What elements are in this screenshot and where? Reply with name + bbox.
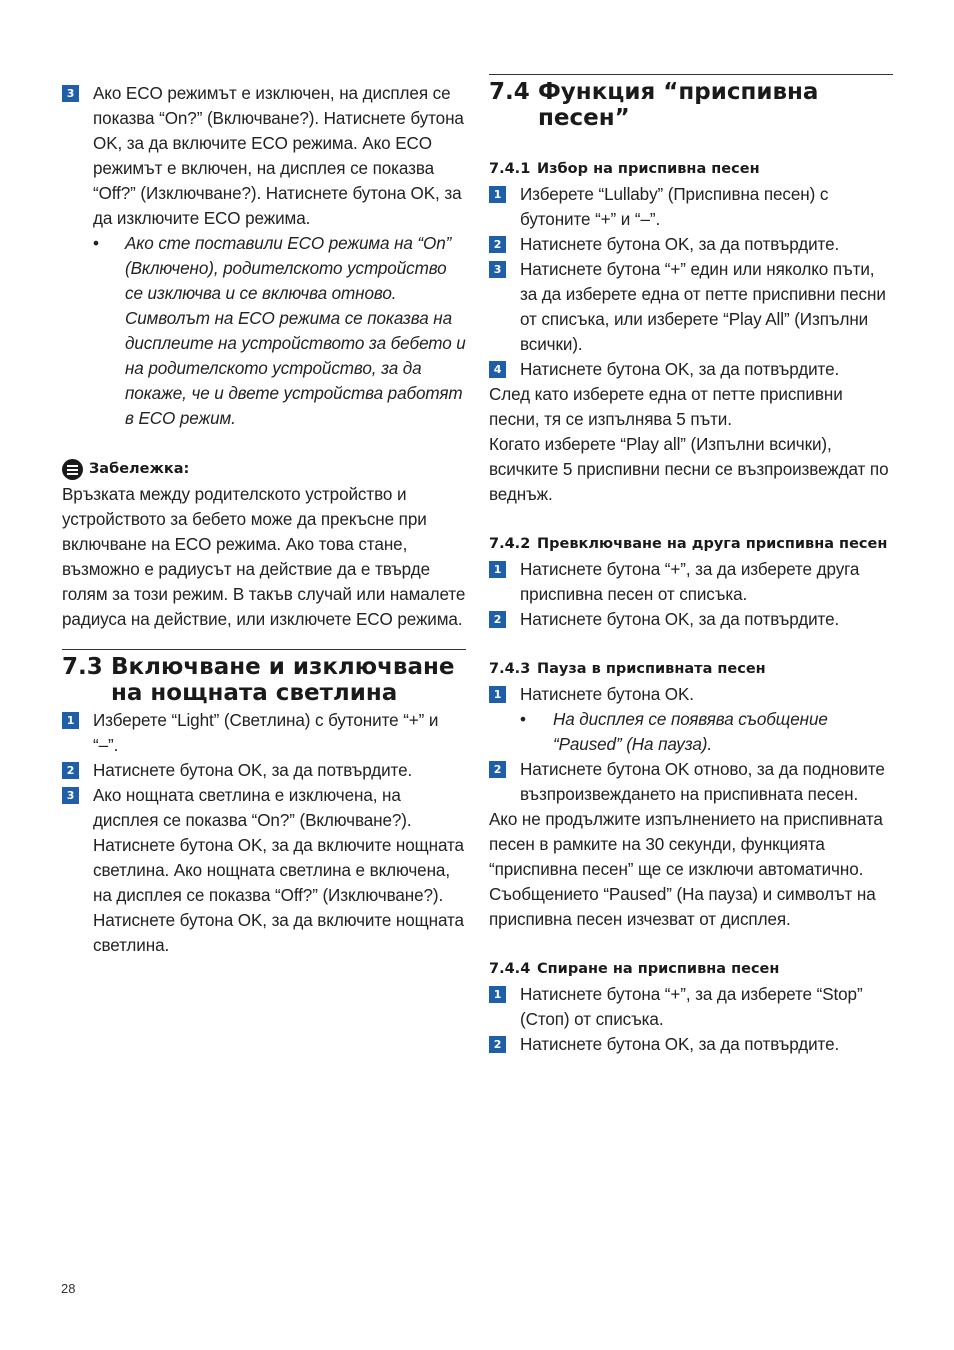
subsection-title: Избор на приспивна песен [537, 161, 760, 177]
step-text: Натиснете бутона “+” един или няколко пъти, за да изберете една от петте приспивни песни от списъка, или изберете “Play All” (Изпълни всички). [520, 260, 886, 354]
lullaby-step-4 [489, 357, 893, 382]
step-text: Натиснете бутона OK отново, за да подновите възпроизвеждането на приспивната песен. [520, 760, 885, 804]
step-text: Натиснете бутона OK, за да потвърдите. [520, 610, 840, 629]
step-number-badge: 3 [62, 787, 79, 804]
bullet-dot: • [520, 710, 526, 729]
eco-bullet [62, 231, 466, 431]
section-heading-7-3 [62, 654, 466, 706]
subsection-heading-7-4-1 [489, 157, 893, 182]
step-number-badge: 1 [489, 686, 506, 703]
subsection-number: 7.4.2 [489, 536, 531, 552]
section-number: 7.4 [489, 79, 530, 105]
step-number-badge: 2 [489, 1036, 506, 1053]
step-text: Натиснете бутона OK, за да потвърдите. [93, 761, 413, 780]
step-number-badge: 3 [62, 85, 79, 102]
section-title: Функция “приспивна песен” [538, 79, 819, 131]
bullet-text: Ако сте поставили ECO режима на “On” (Включено), родителското устройство се изключва и се включва отново. Символът на ECO режима се показва на дисплеите на устройството за бебето и на родителското устройство, за да покаже, че и двете устройства работят в ECO режим. [125, 234, 466, 428]
subsection-number: 7.4.1 [489, 161, 531, 177]
step-text: Натиснете бутона OK, за да потвърдите. [520, 1035, 840, 1054]
subsection-title: Спиране на приспивна песен [537, 961, 780, 977]
stop-step-1 [489, 982, 893, 1032]
lullaby-paragraph-2: Когато изберете “Play all” (Изпълни всички), всичките 5 приспивни песни се възпроизвеждат по веднъж. [489, 435, 889, 504]
step-text: Изберете “Lullaby” (Приспивна песен) с бутоните “+” и “–”. [520, 185, 829, 229]
right-column [489, 74, 893, 1057]
step-number-badge: 4 [489, 361, 506, 378]
light-step-1 [62, 708, 466, 758]
lullaby-paragraph-1: След като изберете една от петте приспивни песни, тя се изпълнява 5 пъти. [489, 385, 843, 429]
step-number-badge: 2 [62, 762, 79, 779]
stop-step-2 [489, 1032, 893, 1057]
step-text: Натиснете бутона “+”, за да изберете друга приспивна песен от списъка. [520, 560, 860, 604]
subsection-title: Пауза в приспивната песен [537, 661, 766, 677]
pause-bullet [489, 707, 893, 757]
step-text: Ако ECO режимът е изключен, на дисплея се показва “On?” (Включване?). Натиснете бутона OK, за да включите ECO режима. Ако ECO режимът е включен, на дисплея се показва “Off?” (Изключване?). Натиснете бутона OK, за да изключите ECO режима. [93, 84, 464, 228]
step-number-badge: 1 [489, 986, 506, 1003]
light-step-2 [62, 758, 466, 783]
note-text: Връзката между родителското устройство и устройството за бебето може да прекъсне при включване на ECO режима. Ако това стане, възможно е радиусът на действие да е твърде голям за този режим. В такъв случай или намалете радиуса на действие, или изключете ECO режима. [62, 485, 466, 629]
step-text: Натиснете бутона “+”, за да изберете “Stop” (Стоп) от списъка. [520, 985, 863, 1029]
pause-paragraph: Ако не продължите изпълнението на приспивната песен в рамките на 30 секунди, функцията “приспивна песен” ще се изключи автоматично. Съобщението “Paused” (На пауза) и символът на приспивна песен изчезват от дисплея. [489, 810, 883, 929]
section-number: 7.3 [62, 654, 103, 680]
pause-step-1 [489, 682, 893, 707]
step-number-badge: 1 [62, 712, 79, 729]
section-heading-7-4 [489, 79, 893, 131]
eco-step-3 [62, 81, 466, 231]
section-title: Включване и изключване на нощната светлина [111, 654, 455, 706]
bullet-text: На дисплея се появява съобщение “Paused” (На пауза). [553, 710, 828, 754]
step-number-badge: 3 [489, 261, 506, 278]
lullaby-step-1 [489, 182, 893, 232]
lullaby-step-2 [489, 232, 893, 257]
page-number: 28 [61, 1281, 76, 1296]
step-text: Натиснете бутона OK, за да потвърдите. [520, 235, 840, 254]
step-text: Ако нощната светлина е изключена, на дисплея се показва “On?” (Включване?). Натиснете бутона OK, за да включите нощната светлина. Ако нощната светлина е включена, на дисплея се показва “Off?” (Изключване?). Натиснете бутона OK, за да включите нощната светлина. [93, 786, 464, 955]
step-number-badge: 1 [489, 561, 506, 578]
subsection-heading-7-4-4 [489, 957, 893, 982]
step-number-badge: 2 [489, 611, 506, 628]
note-icon [62, 459, 83, 480]
note-title: Забележка: [89, 461, 190, 477]
step-number-badge: 2 [489, 236, 506, 253]
subsection-title: Превключване на друга приспивна песен [537, 536, 888, 552]
switch-step-1 [489, 557, 893, 607]
step-number-badge: 2 [489, 761, 506, 778]
subsection-heading-7-4-2 [489, 532, 893, 557]
step-text: Натиснете бутона OK, за да потвърдите. [520, 360, 840, 379]
light-step-3 [62, 783, 466, 958]
step-text: Натиснете бутона OK. [520, 685, 694, 704]
left-column [62, 74, 466, 958]
lullaby-step-3 [489, 257, 893, 357]
step-number-badge: 1 [489, 186, 506, 203]
pause-step-2 [489, 757, 893, 807]
subsection-heading-7-4-3 [489, 657, 893, 682]
switch-step-2 [489, 607, 893, 632]
subsection-number: 7.4.3 [489, 661, 531, 677]
step-text: Изберете “Light” (Светлина) с бутоните “+” и “–”. [93, 711, 439, 755]
subsection-number: 7.4.4 [489, 961, 531, 977]
bullet-dot: • [93, 234, 99, 253]
note-heading [62, 457, 466, 482]
